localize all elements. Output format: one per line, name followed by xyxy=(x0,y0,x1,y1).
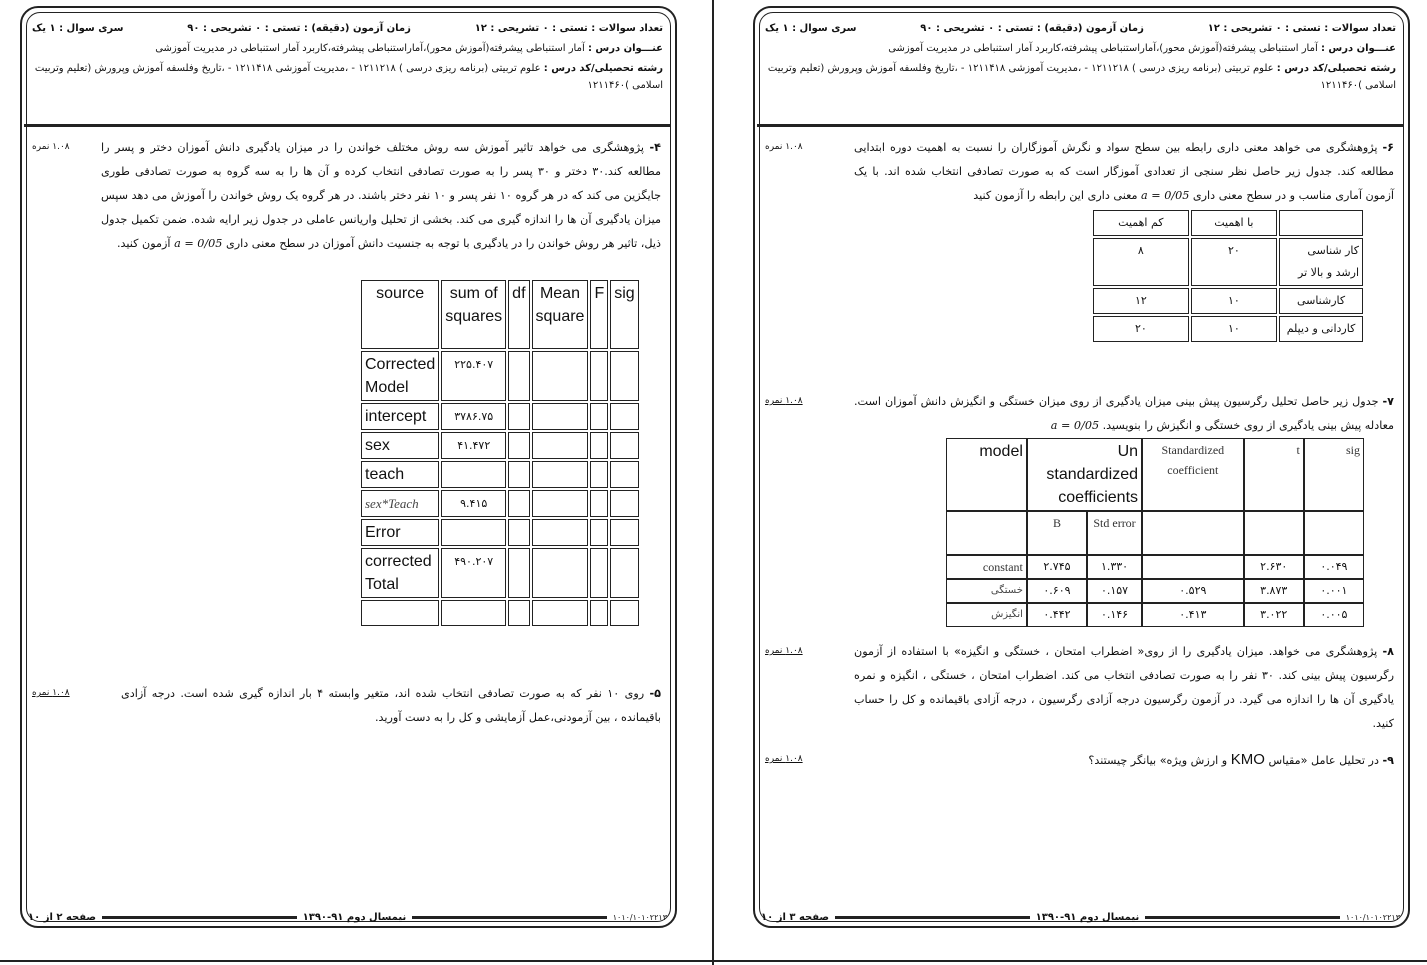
table-cell: ۲.۶۳۰ xyxy=(1244,555,1304,579)
exam-header xyxy=(765,20,1396,94)
exam-time: زمان آزمون (دقیقه) : تستی : ۰ تشریحی : ۹۰ xyxy=(187,23,411,34)
table-cell: ۰.۱۴۶ xyxy=(1087,603,1142,627)
major-codes: علوم تربیتی (برنامه ریزی درسی ) ۱۲۱۱۲۱۸ - ،مدیریت آموزشی ۱۲۱۱۴۱۸ - ،تاریخ وفلسفه آموزش وپرورش (تعلیم وتربیت اسلامی )۱۲۱۱۴۶۰ xyxy=(34,63,663,91)
model-cell: constant xyxy=(946,555,1027,579)
table-cell: ۰.۴۱۳ xyxy=(1142,603,1244,627)
table-row xyxy=(361,519,639,546)
table-header: Std error xyxy=(1087,511,1142,555)
contingency-table xyxy=(1091,208,1365,344)
question-number: ۵- xyxy=(649,687,661,700)
ss-cell: ۳۷۸۶.۷۵ xyxy=(441,403,506,430)
question-count: تعداد سوالات : تستی : ۰ تشریحی : ۱۲ xyxy=(474,23,663,34)
page-2 xyxy=(20,6,675,926)
ss-cell xyxy=(441,600,506,626)
table-cell: ۱۲ xyxy=(1093,288,1189,314)
course-title: آمار استنباطی پیشرفته(آموزش محور)،آماراستنباطی پیشرفته،کاربرد آمار استنباطی در مدیریت آموزشی xyxy=(155,43,585,54)
table-header: Un standardized coefficients xyxy=(1027,438,1142,511)
table-row xyxy=(946,555,1364,579)
exam-header xyxy=(32,20,663,94)
table-row xyxy=(361,490,639,517)
table-row xyxy=(361,548,639,598)
footer-code: ۱۰۱۰/۱۰۱۰۲۲۱۳ xyxy=(612,913,667,922)
score-q5: ۱.۰۸ نمره xyxy=(32,688,70,698)
score-q8: ۱.۰۸ نمره xyxy=(765,646,803,656)
table-row xyxy=(361,351,639,401)
score-q7: ۱.۰۸ نمره xyxy=(765,396,803,406)
ss-cell xyxy=(441,519,506,546)
page-footer xyxy=(761,912,1400,923)
table-header: F xyxy=(590,280,608,349)
question-8 xyxy=(854,640,1394,736)
alpha-formula: a = 0/05 xyxy=(174,237,223,250)
table-header: t xyxy=(1244,438,1304,511)
table-header: با اهمیت xyxy=(1191,210,1277,236)
source-cell xyxy=(361,600,439,626)
major-label: رشته تحصیلی/کد درس : xyxy=(1276,63,1396,74)
table-cell: ۲.۷۴۵ xyxy=(1027,555,1087,579)
table-header xyxy=(1279,210,1363,236)
major-codes: علوم تربیتی (برنامه ریزی درسی ) ۱۲۱۱۲۱۸ - ،مدیریت آموزشی ۱۲۱۱۴۱۸ - ،تاریخ وفلسفه آموزش وپرورش (تعلیم وتربیت اسلامی )۱۲۱۱۴۶۰ xyxy=(767,63,1396,91)
table-row xyxy=(1093,288,1363,314)
question-series: سری سوال : ۱ یک xyxy=(765,23,857,34)
table-row xyxy=(1093,316,1363,342)
score-q4: ۱.۰۸ نمره xyxy=(32,142,70,152)
question-text: روی ۱۰ نفر که به صورت تصادفی انتخاب شده اند، متغیر وابسته ۴ بار اندازه گیری شده است. درجه آزادی باقیمانده ، بین آزمودنی،عمل آزمایشی و کل را به دست آورید. xyxy=(121,687,661,724)
model-cell: خستگی xyxy=(946,579,1027,603)
kmo-term: KMO xyxy=(1230,751,1265,768)
page-divider xyxy=(712,0,714,965)
course-title: آمار استنباطی پیشرفته(آموزش محور)،آماراستنباطی پیشرفته،کاربرد آمار استنباطی در مدیریت آموزشی xyxy=(888,43,1318,54)
table-row xyxy=(946,579,1364,603)
row-label: کاردانی و دیپلم xyxy=(1279,316,1363,342)
major-label: رشته تحصیلی/کد درس : xyxy=(543,63,663,74)
table-cell: ۱.۳۳۰ xyxy=(1087,555,1142,579)
question-text: پژوهشگری می خواهد تاثیر آموزش سه روش مختلف خواندن را در میزان یادگیری دانش آموزان دختر و پسر را مطالعه کند.۳۰ دختر و ۳۰ پسر را به صورت تصادفی انتخاب کرده و آن ها را به سه گروه به صورت تصادفی طوری جایگزین می کند که در هر گروه ۱۰ نفر پسر و ۱۰ نفر دختر باشند. در هر گروه یک روش خواندن را آموزش می دهد سپس میزان یادگیری آن ها را اندازه گیری می کند. بخشی از تحلیل واریانس عاملی در جدول زیر ارایه شده. ضمن تکمیل جدول ذیل، تاثیر هر روش خواندن را در یادگیری با توجه به جنسیت دانش آموزان در سطح معنی داری xyxy=(101,141,662,250)
bottom-edge xyxy=(0,960,1427,962)
question-number: ۸- xyxy=(1382,645,1394,658)
table-cell: ۲۰ xyxy=(1191,238,1277,286)
ss-cell: ۴۹۰.۲۰۷ xyxy=(441,548,506,598)
row-label: کارشناسی xyxy=(1279,288,1363,314)
footer-term: نیمسال دوم ۹۱-۱۳۹۰ xyxy=(1035,912,1140,923)
ss-cell xyxy=(441,461,506,488)
table-header: کم اهمیت xyxy=(1093,210,1189,236)
question-6 xyxy=(854,136,1394,208)
question-series: سری سوال : ۱ یک xyxy=(32,23,124,34)
footer-code: ۱۰۱۰/۱۰۱۰۲۲۱۳ xyxy=(1345,913,1400,922)
score-q9: ۱.۰۸ نمره xyxy=(765,754,803,764)
source-cell: Error xyxy=(361,519,439,546)
table-header: source xyxy=(361,280,439,349)
table-cell: ۰.۰۰۱ xyxy=(1304,579,1364,603)
footer-page: صفحه ۲ از ۱۰ xyxy=(28,912,97,923)
question-number: ۶- xyxy=(1382,141,1394,154)
course-label: عنـــوان درس : xyxy=(587,43,663,54)
question-tail: آزمون کنید. xyxy=(116,237,171,250)
source-cell: intercept xyxy=(361,403,439,430)
table-header: sig xyxy=(610,280,638,349)
anova-table xyxy=(359,278,641,628)
ss-cell: ۹.۴۱۵ xyxy=(441,490,506,517)
regression-table xyxy=(946,438,1364,627)
question-5 xyxy=(121,682,661,730)
table-row xyxy=(1093,238,1363,286)
score-q6: ۱.۰۸ نمره xyxy=(765,142,803,152)
question-text: پژوهشگری می خواهد. میزان یادگیری را از روی« اضطراب امتحان ، خستگی و انگیزه» با استفاده از آزمون رگرسیون پیش بینی کند. ۳۰ نفر را به صورت تصادفی انتخاب می کند. اضطراب امتحان ، خستگی ، انگیزه و نمره یادگیری آن ها را اندازه می گیرد. در آزمون رگرسیون درجه آزادی رگرسیون ، درجه آزادی باقیمانده و کل را حساب کنید. xyxy=(854,645,1394,730)
question-text: جدول زیر حاصل تحلیل رگرسیون پیش بینی میزان یادگیری از روی میزان خستگی و انگیزش دانش آموزان است. معادله پیش بینی یادگیری از روی خستگی و انگیزش را بنویسید. xyxy=(854,395,1394,432)
source-cell: corrected Total xyxy=(361,548,439,598)
question-7 xyxy=(854,390,1394,438)
table-row xyxy=(946,603,1364,627)
table-row xyxy=(361,600,639,626)
question-text: و ارزش ویژه» بیانگر چیستند؟ xyxy=(1088,754,1228,767)
table-header: df xyxy=(508,280,529,349)
ss-cell: ۴۱.۴۷۲ xyxy=(441,432,506,459)
source-cell: Corrected Model xyxy=(361,351,439,401)
table-row xyxy=(361,432,639,459)
course-label: عنـــوان درس : xyxy=(1320,43,1396,54)
source-cell: sex*Teach xyxy=(361,490,439,517)
table-cell: ۰.۰۴۹ xyxy=(1304,555,1364,579)
question-text: پژوهشگری می خواهد معنی داری رابطه بین سطح سواد و نگرش آموزگاران را نسبت به اهمیت دوره ابتدایی مطالعه کند. جدول زیر حاصل نظر سنجی از تعدادی آموزگار است که به صورت تصادفی انتخاب شده اند. با یک آزمون آماری مناسب و در سطح معنی داری xyxy=(854,141,1394,202)
exam-time: زمان آزمون (دقیقه) : تستی : ۰ تشریحی : ۹۰ xyxy=(920,23,1144,34)
footer-page: صفحه ۳ از ۱۰ xyxy=(761,912,830,923)
alpha-formula: a = 0/05 xyxy=(1050,419,1100,432)
table-header: Mean square xyxy=(532,280,589,349)
table-cell: ۰.۰۰۵ xyxy=(1304,603,1364,627)
model-cell: انگیزش xyxy=(946,603,1027,627)
alpha-formula: a = 0/05 xyxy=(1141,189,1190,202)
table-header: B xyxy=(1027,511,1087,555)
table-row xyxy=(361,403,639,430)
question-number: ۹- xyxy=(1382,754,1394,767)
table-cell: ۳.۰۲۲ xyxy=(1244,603,1304,627)
question-tail: معنی داری این رابطه را آزمون کنید xyxy=(973,189,1138,202)
table-cell: ۰.۶۰۹ xyxy=(1027,579,1087,603)
question-number: ۷- xyxy=(1382,395,1394,408)
table-cell: ۰.۱۵۷ xyxy=(1087,579,1142,603)
table-header: Standardized coefficient xyxy=(1142,438,1244,511)
table-header: model xyxy=(946,438,1027,511)
table-cell: ۰.۴۴۲ xyxy=(1027,603,1087,627)
question-9 xyxy=(854,748,1394,773)
table-cell: ۳.۸۷۳ xyxy=(1244,579,1304,603)
table-header: sig xyxy=(1304,438,1364,511)
table-header: sum of squares xyxy=(441,280,506,349)
header-divider xyxy=(757,126,1404,127)
question-number: ۴- xyxy=(649,141,661,154)
table-cell: ۲۰ xyxy=(1093,316,1189,342)
row-label: کار شناسی ارشد و بالا تر xyxy=(1279,238,1363,286)
footer-term: نیمسال دوم ۹۱-۱۳۹۰ xyxy=(302,912,407,923)
question-text: در تحلیل عامل «مقیاس xyxy=(1268,754,1379,767)
header-divider xyxy=(24,126,671,127)
question-count: تعداد سوالات : تستی : ۰ تشریحی : ۱۲ xyxy=(1207,23,1396,34)
ss-cell: ۲۲۵.۴۰۷ xyxy=(441,351,506,401)
table-row xyxy=(361,461,639,488)
table-cell: ۱۰ xyxy=(1191,288,1277,314)
source-cell: sex xyxy=(361,432,439,459)
table-cell: ۸ xyxy=(1093,238,1189,286)
source-cell: teach xyxy=(361,461,439,488)
page-3 xyxy=(753,6,1408,926)
question-4 xyxy=(101,136,661,256)
table-cell: ۰.۵۲۹ xyxy=(1142,579,1244,603)
table-cell xyxy=(1142,555,1244,579)
page-footer xyxy=(28,912,667,923)
table-cell: ۱۰ xyxy=(1191,316,1277,342)
